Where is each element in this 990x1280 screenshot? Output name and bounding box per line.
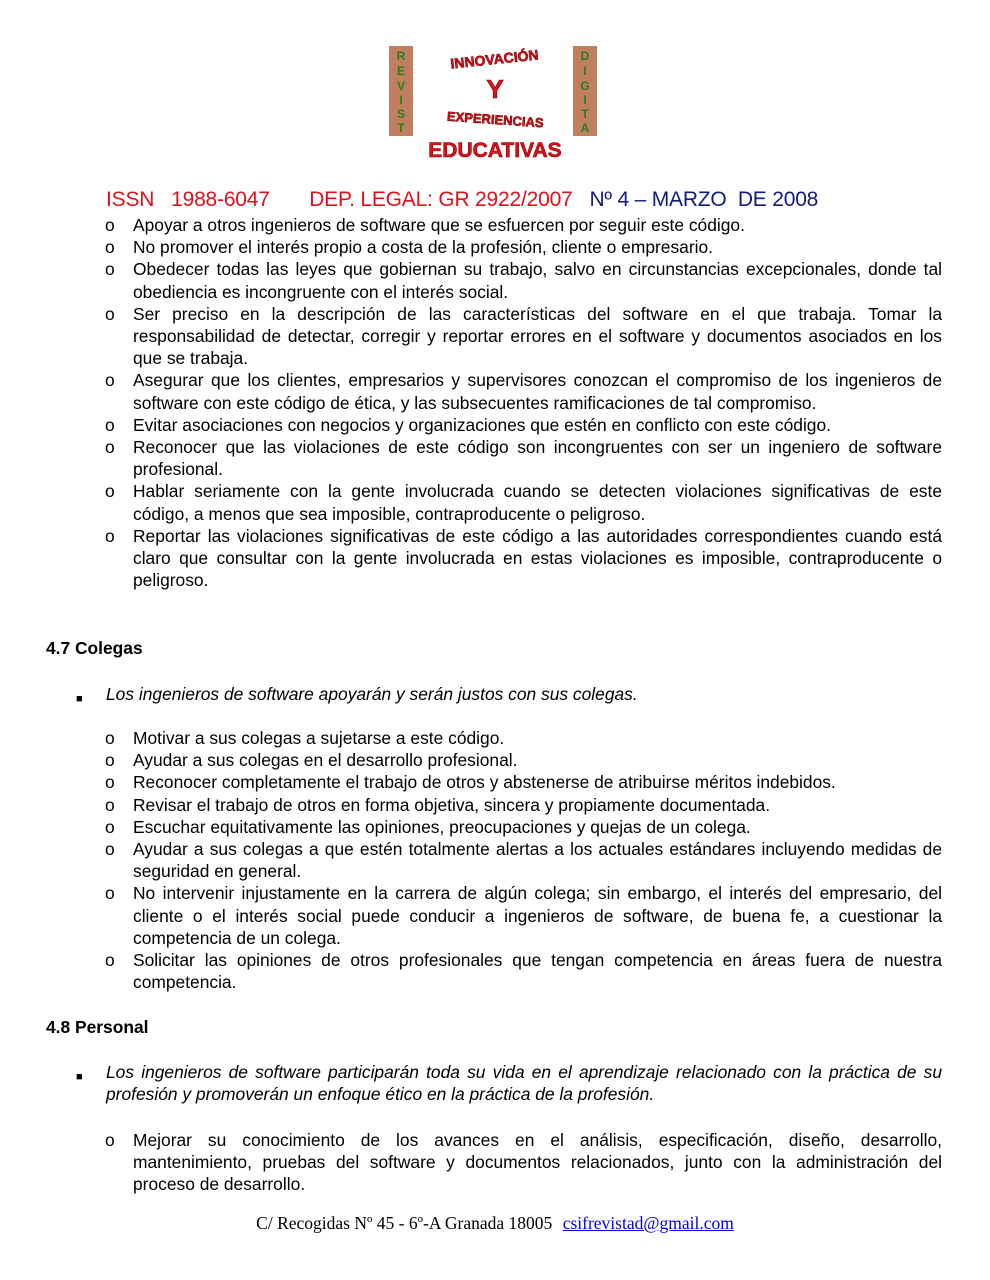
list-item-text: Mejorar su conocimiento de los avances en el análisis, especificación, diseño, desarrollo, mantenimiento, pruebas del software y documentos relacionados, junto con la administración del proceso de desarrollo. <box>133 1130 942 1195</box>
list-4-8 <box>0 1129 990 1196</box>
principle-4-8: ■ Los ingenieros de software participarán toda su vida en el aprendizaje relacionado con la práctica de su profesión y promoverán un enfoque ético en la práctica de la profesión. <box>76 1062 942 1105</box>
list-item-text: Reconocer completamente el trabajo de otros y abstenerse de atribuirse méritos indebidos. <box>133 772 836 793</box>
list-item <box>0 816 942 838</box>
list-bullet: o <box>105 215 115 235</box>
list-bullet: o <box>105 794 115 815</box>
list-item <box>0 949 942 993</box>
footer-email-link[interactable]: csifrevistad@gmail.com <box>562 1213 734 1233</box>
svg-text:I: I <box>399 93 403 107</box>
list-bullet: o <box>105 816 115 837</box>
list-bullet: o <box>105 259 115 280</box>
list-item-text: Reportar las violaciones significativas de este código a las autoridades correspondientes cuando está claro que consultar con la gente involucrada en estas violaciones es imposible, contraproducente o peligroso. <box>133 525 942 591</box>
list-item-text: Evitar asociaciones con negocios y organizaciones que estén en conflicto con este código. <box>133 414 831 435</box>
list-bullet: o <box>105 237 115 258</box>
svg-text:INNOVACIÓN: INNOVACIÓN <box>449 46 540 72</box>
journal-logo <box>385 42 605 162</box>
list-item-text: Apoyar a otros ingenieros de software que se esfuercen por seguir este código. <box>133 215 745 235</box>
list-item <box>0 838 942 882</box>
svg-text:Y: Y <box>486 74 504 104</box>
section-heading-4-8: 4.8 Personal <box>46 1017 149 1037</box>
list-item-text: Asegurar que los clientes, empresarios y supervisores conozcan el compromiso de los ingenieros de software con este código de ética, y las subsecuentes ramificaciones de tal compromiso. <box>133 370 942 413</box>
svg-text:EDUCATIVAS: EDUCATIVAS <box>428 139 562 162</box>
list-item <box>0 749 942 771</box>
list-bullet: o <box>105 525 115 546</box>
list-bullet: o <box>105 1130 115 1150</box>
list-item <box>0 414 942 436</box>
list-item-text: Ayudar a sus colegas a que estén totalmente alertas a los actuales estándares incluyendo medidas de seguridad en general. <box>133 839 942 882</box>
svg-text:T: T <box>581 107 589 121</box>
publication-info <box>106 188 818 212</box>
svg-text:I: I <box>583 93 587 107</box>
svg-text:A: A <box>580 121 590 135</box>
list-bullet: o <box>105 303 115 324</box>
list-bullet: o <box>105 370 115 391</box>
list-item <box>0 727 942 749</box>
footer-address: C/ Recogidas Nº 45 - 6º-A Granada 18005 <box>256 1213 553 1233</box>
svg-text:E: E <box>396 64 406 78</box>
issn: ISSN 1988-6047 <box>106 188 270 211</box>
list-item <box>0 525 942 592</box>
list-item <box>0 258 942 302</box>
svg-text:EXPERIENCIAS: EXPERIENCIAS <box>446 108 545 131</box>
list-item-text: Escuchar equitativamente las opiniones, preocupaciones y quejas de un colega. <box>133 816 751 837</box>
list-top <box>0 214 990 591</box>
section-heading-4-7: 4.7 Colegas <box>46 638 143 658</box>
svg-text:I: I <box>583 64 587 78</box>
list-bullet: o <box>105 481 115 502</box>
list-bullet: o <box>105 950 115 971</box>
footer <box>0 1213 990 1234</box>
list-bullet: o <box>105 728 115 748</box>
list-item <box>0 882 942 949</box>
list-item <box>0 303 942 370</box>
svg-text:T: T <box>397 121 405 135</box>
list-item-text: Reconocer que las violaciones de este código son incongruentes con ser un ingeniero de software profesional. <box>133 437 942 480</box>
list-item-text: Hablar seriamente con la gente involucrada cuando se detecten violaciones significativas de este código, a menos que sea imposible, contraproducente o peligroso. <box>133 481 942 524</box>
list-item-text: Ser preciso en la descripción de las características del software en el que trabaja. Tomar la responsabilidad de detectar, corregir y reportar errores en el software y documentos asociados en los que se trabaja. <box>133 303 942 369</box>
list-bullet: o <box>105 750 115 771</box>
list-item <box>0 214 942 236</box>
svg-text:S: S <box>396 107 406 121</box>
svg-text:R: R <box>396 49 406 63</box>
list-item-text: Solicitar las opiniones de otros profesionales que tengan competencia en áreas fuera de nuestra competencia. <box>133 950 942 993</box>
list-item-text: Motivar a sus colegas a sujetarse a este código. <box>133 728 505 748</box>
list-bullet: o <box>105 839 115 860</box>
list-item-text: No intervenir injustamente en la carrera de algún colega; sin embargo, el interés del empresario, del cliente o el interés social puede conducir a ingenieros de software, de buena fe, a cuestionar la competencia de un colega. <box>133 883 942 948</box>
svg-text:D: D <box>580 49 590 63</box>
list-item-text: Ayudar a sus colegas en el desarrollo profesional. <box>133 750 518 771</box>
list-4-7 <box>0 727 990 993</box>
list-item-text: Obedecer todas las leyes que gobiernan su trabajo, salvo en circunstancias excepcionales, donde tal obediencia es incongruente con el interés social. <box>133 259 942 302</box>
principle-4-7: ■ Los ingenieros de software apoyarán y serán justos con sus colegas. <box>76 684 638 705</box>
list-item <box>0 771 942 793</box>
svg-text:G: G <box>580 79 590 93</box>
list-bullet: o <box>105 414 115 435</box>
list-bullet: o <box>105 883 115 904</box>
list-item <box>0 480 942 524</box>
list-bullet: o <box>105 772 115 793</box>
list-item-text: Revisar el trabajo de otros en forma objetiva, sincera y propiamente documentada. <box>133 794 771 815</box>
list-item <box>0 1129 942 1196</box>
list-item-text: No promover el interés propio a costa de la profesión, cliente o empresario. <box>133 237 713 258</box>
list-item <box>0 236 942 258</box>
issue-number: Nº 4 – MARZO DE 2008 <box>589 188 819 211</box>
list-item <box>0 436 942 480</box>
list-item <box>0 794 942 816</box>
list-bullet: o <box>105 437 115 458</box>
list-item <box>0 369 942 413</box>
legal-deposit: DEP. LEGAL: GR 2922/2007 <box>309 188 573 211</box>
svg-text:V: V <box>396 79 406 93</box>
